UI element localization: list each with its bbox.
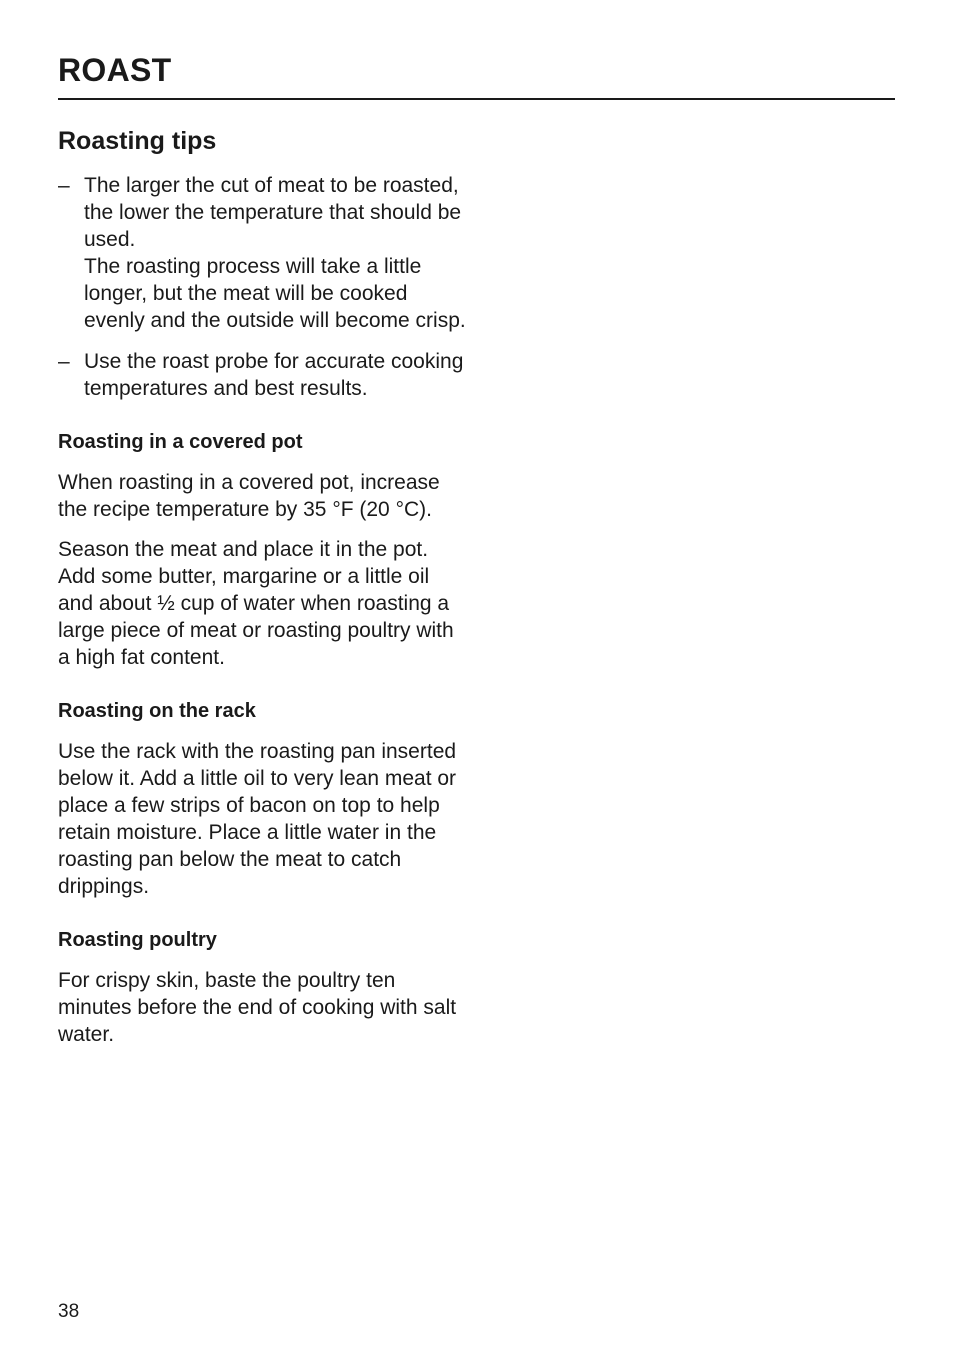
rack-paragraph: Use the rack with the roasting pan inserted below it. Add a little oil to very lean meat or place a few strips of bacon on top to help retain moisture. Place a little water in the roasting pan below the meat to catch drippings.	[58, 740, 457, 898]
main-content	[58, 122, 468, 1061]
bullet-text: The larger the cut of meat to be roasted, the lower the temperature that should be used.	[84, 174, 462, 251]
covered-pot-paragraph: When roasting in a covered pot, increase the recipe temperature by 35 °F (20 °C).	[58, 471, 440, 521]
page-number: 38	[58, 1301, 80, 1322]
covered-pot-heading: Roasting in a covered pot	[58, 431, 303, 453]
list-item	[58, 172, 468, 334]
title-divider	[58, 98, 895, 100]
section-title: Roasting tips	[58, 127, 217, 155]
list-item	[58, 348, 468, 402]
covered-pot-paragraph: Season the meat and place it in the pot. Add some butter, margarine or a little oil and about ½ cup of water when roasting a large piece of meat or roasting poultry with a high fat content.	[58, 538, 454, 669]
dash-bullet: –	[58, 174, 70, 197]
rack-heading: Roasting on the rack	[58, 700, 256, 722]
poultry-paragraph: For crispy skin, baste the poultry ten minutes before the end of cooking with salt water.	[58, 969, 457, 1046]
poultry-heading: Roasting poultry	[58, 929, 217, 951]
page-title: ROAST	[58, 52, 172, 88]
bullet-text: Use the roast probe for accurate cooking temperatures and best results.	[84, 350, 464, 400]
bullet-text: The roasting process will take a little longer, but the meat will be cooked evenly and the outside will become crisp.	[84, 255, 466, 332]
roasting-tips-list	[58, 172, 468, 402]
dash-bullet: –	[58, 350, 70, 373]
